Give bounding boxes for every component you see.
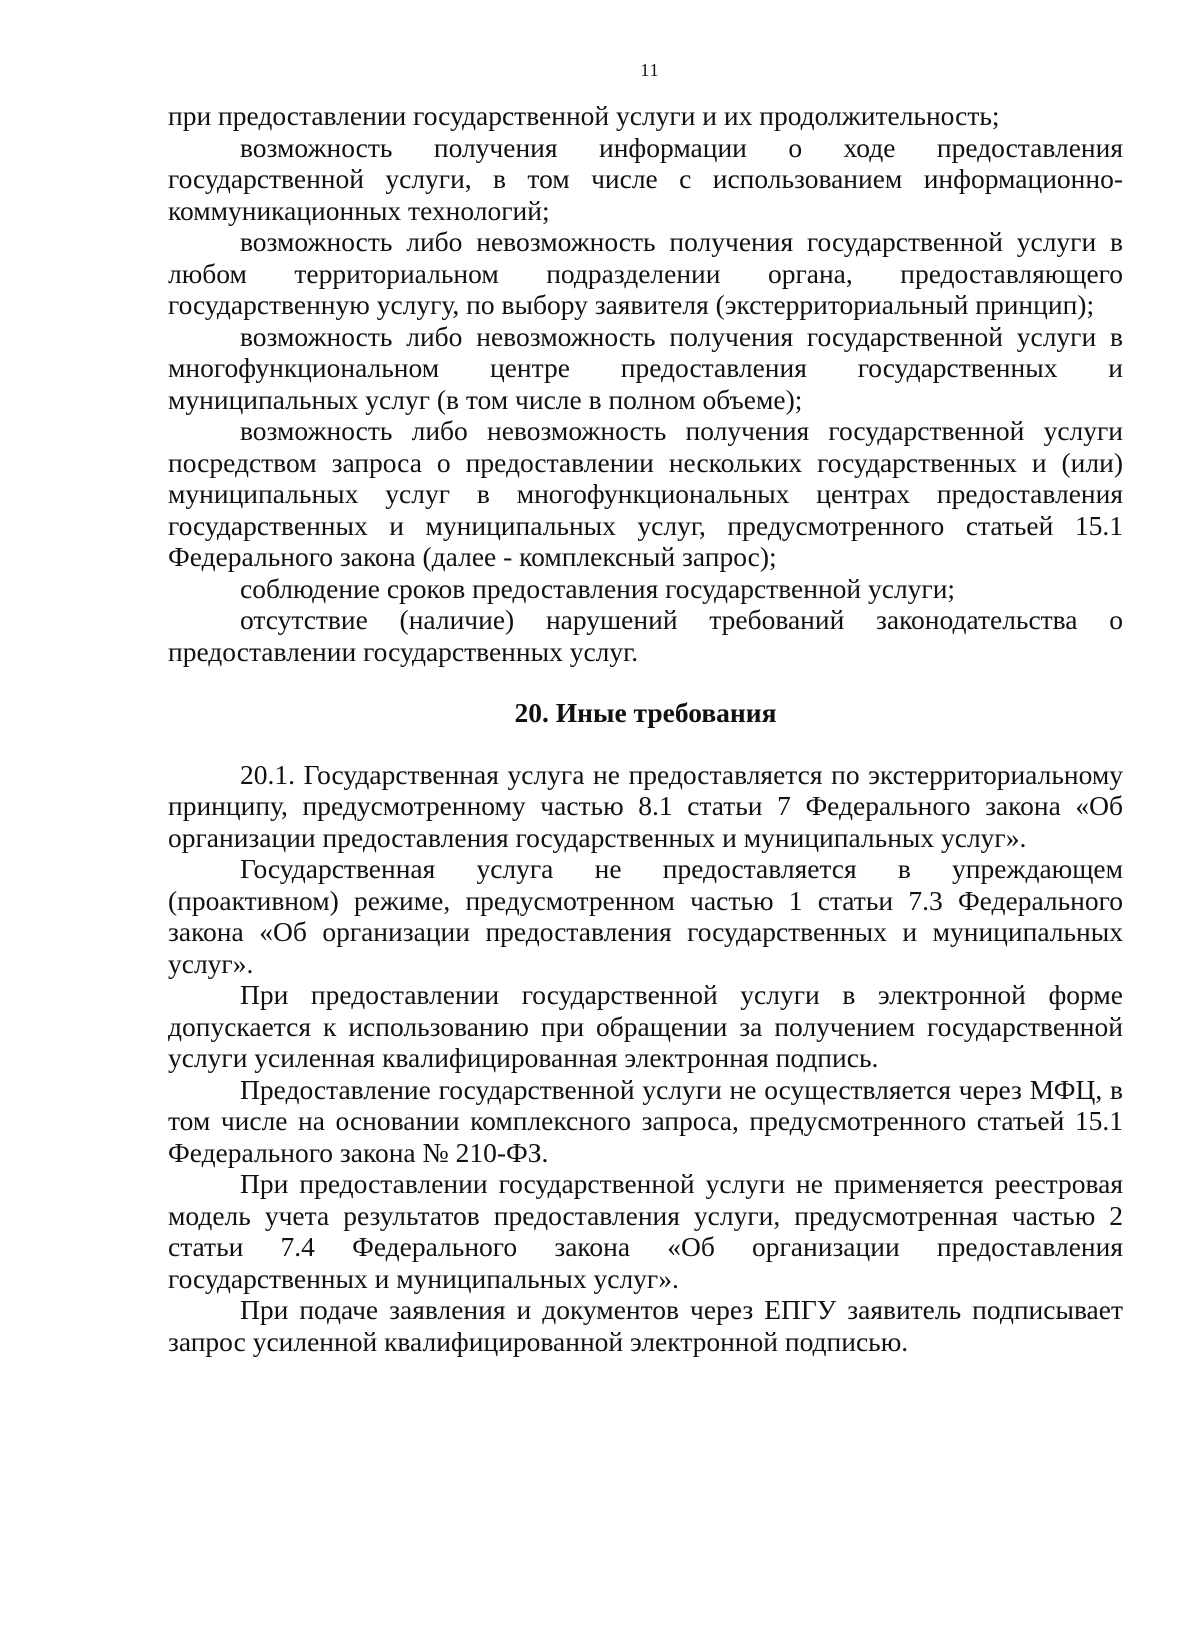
paragraphs-after [168,759,1123,1358]
paragraph: возможность либо невозможность получения государственной услуги в многофункциональном центре предоставления государственных и муниципальных услуг (в том числе в полном объеме); [168,320,1123,415]
paragraph: Государственная услуга не предоставляется в упреждающем (проактивном) режиме, предусмотренном частью 1 статьи 7.3 Федерального закона «Об организации предоставления государственных и муниципальных услуг». [168,853,1123,979]
paragraph: возможность либо невозможность получения государственной услуги в любом территориальном подразделении органа, предоставляющего государственную услугу, по выбору заявителя (экстерриториальный принцип); [168,226,1123,320]
document-body [168,100,1123,1357]
paragraph: отсутствие (наличие) нарушений требований законодательства о предоставлении государственных услуг. [168,604,1123,667]
paragraph: соблюдение сроков предоставления государственной услуги; [240,572,956,604]
page-number: 11 [640,60,660,80]
paragraph: 20.1. Государственная услуга не предоставляется по экстерриториальному принципу, предусмотренному частью 8.1 статьи 7 Федерального закона «Об организации предоставления государственных и муниципальных услуг». [168,758,1123,853]
paragraph: возможность либо невозможность получения государственной услуги посредством запроса о предоставлении нескольких государственных и (или) муниципальных услуг в многофункциональных центрах предоставления государственных и муниципальных услуг, предусмотренного статьей 15.1 Федерального закона (далее - комплексный запрос); [168,415,1123,572]
paragraph: Предоставление государственной услуги не осуществляется через МФЦ, в том числе на основании комплексного запроса, предусмотренного статьей 15.1 Федерального закона № 210-ФЗ. [168,1073,1123,1168]
paragraph: при предоставлении государственной услуги и их продолжительность; [168,100,1000,131]
section-heading: 20. Иные требования [514,697,777,728]
paragraph: возможность получения информации о ходе предоставления государственной услуги, в том числе с использованием информационно-коммуникационных технологий; [168,131,1123,226]
paragraphs-before [168,100,1123,667]
paragraph: При предоставлении государственной услуги в электронной форме допускается к использованию при обращении за получением государственной услуги усиленная квалифицированная электронная подпись. [168,979,1123,1073]
paragraph: При подаче заявления и документов через ЕПГУ заявитель подписывает запрос усиленной квалифицированной электронной подписью. [168,1294,1123,1357]
paragraph: При предоставлении государственной услуги не применяется реестровая модель учета результатов предоставления услуги, предусмотренная частью 2 статьи 7.4 Федерального закона «Об организации предоставления государственных и муниципальных услуг». [168,1168,1123,1294]
